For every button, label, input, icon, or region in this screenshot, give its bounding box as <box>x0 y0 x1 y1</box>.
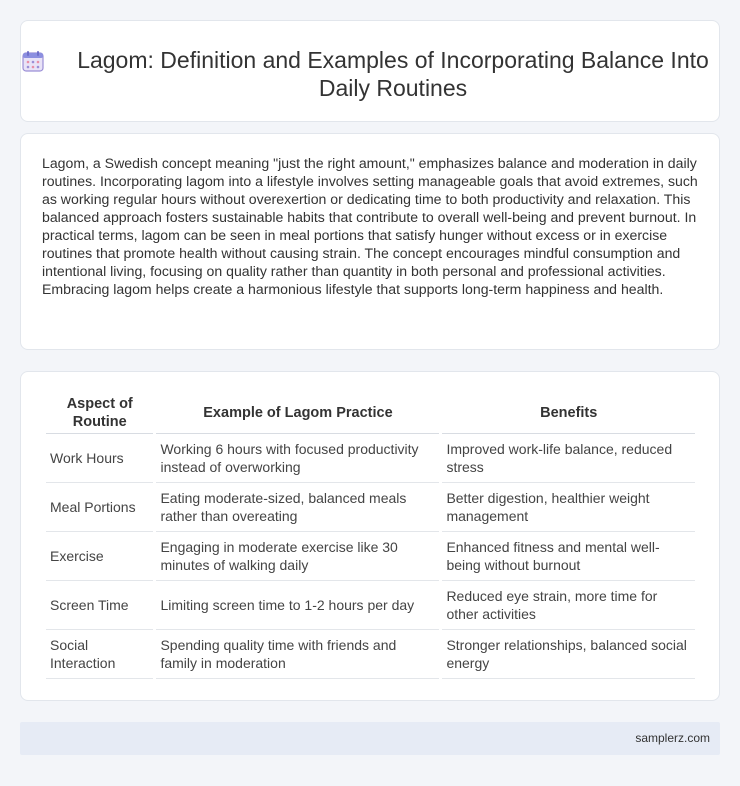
column-header: Benefits <box>442 392 695 434</box>
table-cell: Reduced eye strain, more time for other activities <box>442 581 695 630</box>
table-cell: Screen Time <box>46 581 153 630</box>
table-cell: Better digestion, healthier weight management <box>442 483 695 532</box>
column-header: Aspect of Routine <box>46 392 153 434</box>
table-row <box>46 630 695 679</box>
table-cell: Enhanced fitness and mental well-being without burnout <box>442 532 695 581</box>
footer <box>20 722 720 755</box>
table-row <box>46 581 695 630</box>
table-cell: Meal Portions <box>46 483 153 532</box>
table-cell: Stronger relationships, balanced social energy <box>442 630 695 679</box>
table-cell: Engaging in moderate exercise like 30 minutes of walking daily <box>156 532 439 581</box>
table-row <box>46 483 695 532</box>
table-cell: Exercise <box>46 532 153 581</box>
page-title: Lagom: Definition and Examples of Incorporating Balance Into Daily Routines <box>77 47 709 101</box>
title-card <box>20 20 720 122</box>
table-cell: Social Interaction <box>46 630 153 679</box>
table-cell: Work Hours <box>46 434 153 483</box>
table-card <box>20 371 720 701</box>
footer-site-link[interactable]: samplerz.com <box>635 731 710 745</box>
table-row <box>46 434 695 483</box>
lagom-table <box>43 392 698 679</box>
table-cell: Limiting screen time to 1-2 hours per day <box>156 581 439 630</box>
column-header: Example of Lagom Practice <box>156 392 439 434</box>
intro-card <box>20 133 720 350</box>
table-cell: Eating moderate-sized, balanced meals rather than overeating <box>156 483 439 532</box>
title-row <box>21 21 719 102</box>
intro-paragraph: Lagom, a Swedish concept meaning "just the right amount," emphasizes balance and moderation in daily routines. Incorporating lagom into a lifestyle involves setting manageable goals that avoid extremes, such as working regular hours without overexertion or dedicating time to both productivity and relaxation. This balanced approach fosters sustainable habits that contribute to overall well-being and prevent burnout. In practical terms, lagom can be seen in meal portions that satisfy hunger without excess or in exercise routines that promote health without causing strain. The concept encourages mindful consumption and intentional living, focusing on quality rather than quantity in both personal and professional activities. Embracing lagom helps create a harmonious lifestyle that supports long-term happiness and health. <box>42 155 698 297</box>
table-row <box>46 532 695 581</box>
table-cell: Improved work-life balance, reduced stress <box>442 434 695 483</box>
table-cell: Spending quality time with friends and family in moderation <box>156 630 439 679</box>
table-header-row <box>46 392 695 434</box>
calendar-icon <box>21 49 45 73</box>
table-cell: Working 6 hours with focused productivity instead of overworking <box>156 434 439 483</box>
